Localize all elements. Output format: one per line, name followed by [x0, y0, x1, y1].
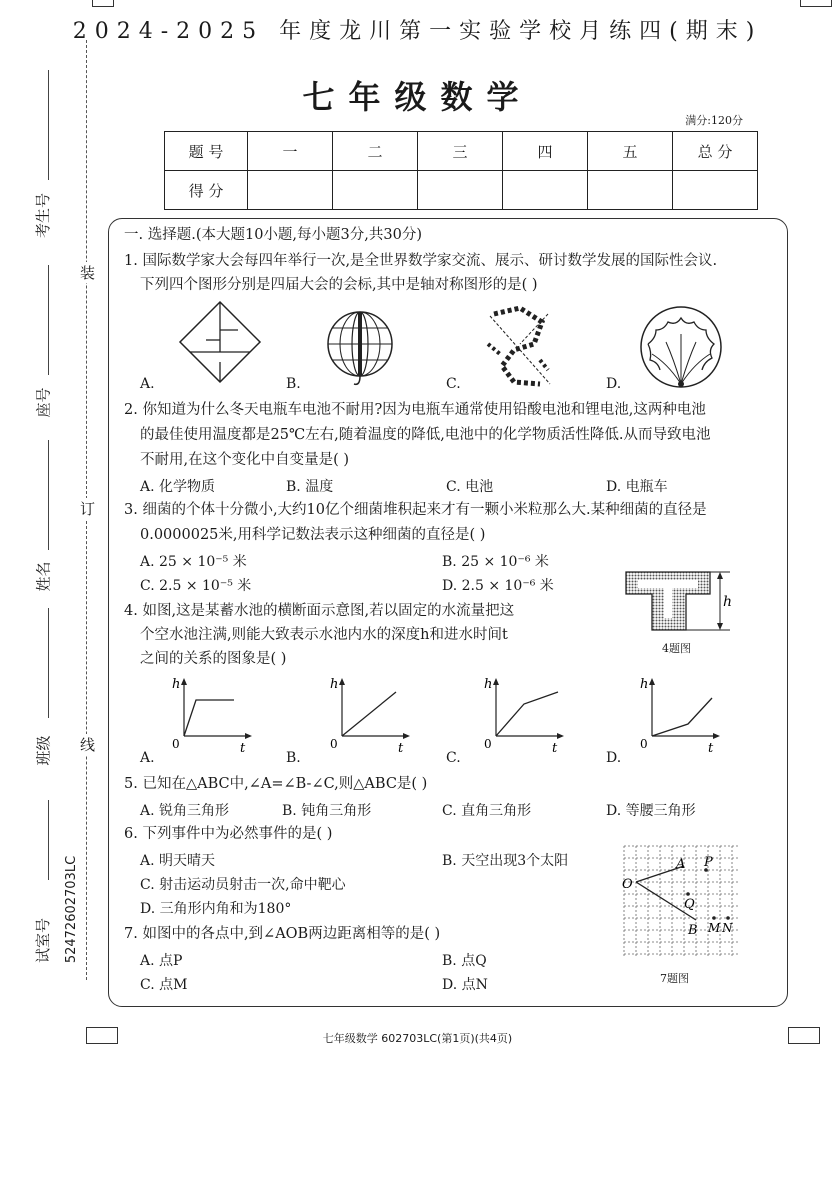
q5-option-b[interactable]: B. 钝角三角形	[282, 803, 372, 819]
q6-line1: 6. 下列事件中为必然事件的是( )	[124, 826, 333, 842]
q2-line1: 2. 你知道为什么冬天电瓶车电池不耐用?因为电瓶车通常使用铅酸电池和锂电池,这两种电池	[124, 402, 706, 418]
logo-b	[324, 306, 396, 388]
q3-option-c[interactable]: C. 2.5 × 10⁻⁵ 米	[140, 578, 252, 594]
point-label-o: O	[622, 877, 633, 892]
axis-label: h	[640, 677, 649, 692]
q4-graph-a	[168, 674, 254, 754]
q4-graph-b	[326, 674, 412, 754]
q7-option-d[interactable]: D. 点N	[442, 977, 488, 993]
q7-grid-figure	[620, 842, 744, 966]
logo-c	[480, 304, 556, 390]
q2-option-b[interactable]: B. 温度	[286, 479, 334, 495]
subject-title: 七年级数学	[302, 78, 533, 116]
q4-graph-c	[480, 674, 566, 754]
axis-label: t	[708, 741, 714, 754]
q4-tank-figure	[622, 568, 742, 636]
corner-mark	[92, 0, 114, 7]
room-field[interactable]	[48, 800, 49, 880]
q6-option-d[interactable]: D. 三角形内角和为180°	[140, 901, 292, 917]
binding-mark: 线	[80, 736, 96, 754]
exam-number-label: 考生号	[34, 192, 53, 239]
score-cell: 一	[248, 132, 333, 171]
seat-label: 座号	[34, 387, 53, 418]
q1-label-a: A.	[140, 376, 155, 392]
q4-line3: 之间的关系的图象是( )	[140, 651, 287, 667]
q7-caption: 7题图	[660, 972, 689, 985]
q2-line3: 不耐用,在这个变化中自变量是( )	[140, 452, 350, 468]
q4-h-label: h	[723, 594, 733, 610]
score-input-cell[interactable]	[333, 171, 418, 210]
q2-option-d[interactable]: D. 电瓶车	[606, 479, 668, 495]
axis-label: 0	[484, 737, 492, 751]
q1-label-d: D.	[606, 376, 622, 392]
score-table-header-row	[165, 132, 758, 171]
score-input-cell[interactable]	[588, 171, 673, 210]
q2-option-a[interactable]: A. 化学物质	[140, 479, 216, 495]
q4-line1: 4. 如图,这是某蓄水池的横断面示意图,若以固定的水流量把这	[124, 603, 515, 619]
axis-label: h	[484, 677, 493, 692]
q4-caption: 4题图	[662, 642, 691, 655]
q5-option-a[interactable]: A. 锐角三角形	[140, 803, 230, 819]
binding-mark: 订	[80, 500, 96, 518]
score-cell: 五	[588, 132, 673, 171]
q5-line1: 5. 已知在△ABC中,∠A=∠B-∠C,则△ABC是( )	[124, 776, 428, 792]
q5-option-d[interactable]: D. 等腰三角形	[606, 803, 696, 819]
name-field[interactable]	[48, 440, 49, 550]
point-label-b: B	[688, 923, 698, 938]
q3-line1: 3. 细菌的个体十分微小,大约10亿个细菌堆积起来才有一颗小米粒那么大.某种细菌的直径是	[124, 502, 707, 518]
point-label-a: A	[676, 857, 686, 872]
q6-option-b[interactable]: B. 天空出现3个太阳	[442, 853, 569, 869]
score-cell: 题 号	[165, 132, 248, 171]
point-label-q: Q	[684, 897, 695, 912]
q3-option-a[interactable]: A. 25 × 10⁻⁵ 米	[140, 554, 247, 570]
q3-line2: 0.0000025米,用科学记数法表示这种细菌的直径是( )	[140, 527, 486, 543]
score-cell: 得 分	[165, 171, 248, 210]
score-input-cell[interactable]	[418, 171, 503, 210]
score-input-cell[interactable]	[248, 171, 333, 210]
q4-line2: 个空水池注满,则能大致表示水池内水的深度h和进水时间t	[140, 627, 508, 643]
q1-line2: 下列四个图形分别是四届大会的会标,其中是轴对称图形的是( )	[140, 277, 538, 293]
q3-option-b[interactable]: B. 25 × 10⁻⁶ 米	[442, 554, 549, 570]
score-input-cell[interactable]	[503, 171, 588, 210]
q5-option-c[interactable]: C. 直角三角形	[442, 803, 532, 819]
side-code: 52472602703LC	[64, 855, 80, 964]
q2-line2: 的最佳使用温度都是25℃左右,随着温度的降低,电池中的化学物质活性降低.从而导致电池	[140, 427, 711, 443]
axis-label: 0	[640, 737, 648, 751]
logo-d	[638, 304, 724, 390]
q1-label-b: B.	[286, 376, 301, 392]
q1-line1: 1. 国际数学家大会每四年举行一次,是全世界数学家交流、展示、研讨数学发展的国际性会议.	[124, 253, 718, 269]
score-cell: 二	[333, 132, 418, 171]
axis-label: t	[552, 741, 558, 754]
q1-label-c: C.	[446, 376, 461, 392]
q4-graph-d	[636, 674, 722, 754]
corner-mark	[800, 0, 832, 7]
point-label-p: P	[704, 855, 713, 870]
q7-option-c[interactable]: C. 点M	[140, 977, 188, 993]
axis-label: h	[330, 677, 339, 692]
q4-label-d[interactable]: D.	[606, 750, 622, 766]
axis-label: h	[172, 677, 181, 692]
score-cell: 三	[418, 132, 503, 171]
point-label-m: M	[708, 921, 721, 935]
exam-number-field[interactable]	[48, 70, 49, 180]
axis-label: t	[240, 741, 246, 754]
point-label-n: N	[722, 921, 733, 935]
q3-option-d[interactable]: D. 2.5 × 10⁻⁶ 米	[442, 578, 554, 594]
q7-option-a[interactable]: A. 点P	[140, 953, 183, 969]
score-table	[164, 131, 758, 210]
q7-option-b[interactable]: B. 点Q	[442, 953, 487, 969]
corner-box-right	[788, 1027, 820, 1044]
class-field[interactable]	[48, 608, 49, 718]
footer-text: 七年级数学 602703LC(第1页)(共4页)	[322, 1032, 513, 1045]
room-label: 试室号	[34, 917, 53, 964]
binding-mark: 装	[80, 264, 96, 282]
full-mark: 满分:120分	[685, 114, 743, 127]
axis-label: 0	[172, 737, 180, 751]
q7-line1: 7. 如图中的各点中,到∠AOB两边距离相等的是( )	[124, 926, 441, 942]
axis-label: 0	[330, 737, 338, 751]
q4-label-b[interactable]: B.	[286, 750, 301, 766]
exam-title: 2024-2025 年度龙川第一实验学校月练四(期末)	[72, 19, 763, 44]
q4-label-a[interactable]: A.	[140, 750, 155, 766]
axis-label: t	[398, 741, 404, 754]
q6-option-a[interactable]: A. 明天晴天	[140, 853, 216, 869]
score-cell: 总 分	[673, 132, 758, 171]
q4-label-c[interactable]: C.	[446, 750, 461, 766]
score-cell: 四	[503, 132, 588, 171]
name-label: 姓名	[34, 561, 53, 592]
q2-option-c[interactable]: C. 电池	[446, 479, 494, 495]
score-table-score-row	[165, 171, 758, 210]
logo-a	[178, 300, 262, 384]
class-label: 班级	[34, 735, 53, 766]
q6-option-c[interactable]: C. 射击运动员射击一次,命中靶心	[140, 877, 346, 893]
seat-field[interactable]	[48, 265, 49, 375]
section-heading: 一. 选择题.(本大题10小题,每小题3分,共30分)	[124, 227, 422, 243]
score-input-cell[interactable]	[673, 171, 758, 210]
